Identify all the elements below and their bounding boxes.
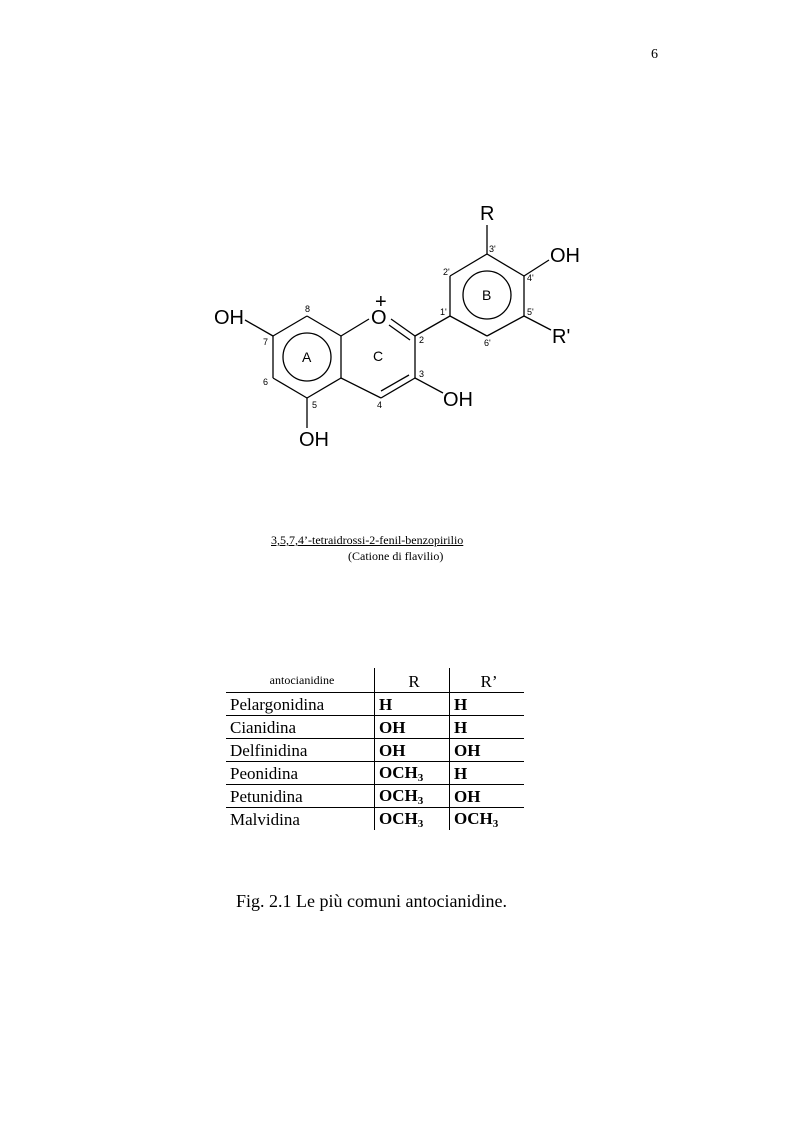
position-3prime: 3': [489, 244, 496, 254]
position-6prime: 6': [484, 338, 491, 348]
anthocyanidin-table-wrapper: [226, 668, 524, 830]
row-r-value: H: [375, 693, 450, 716]
bond-c3p-c4p: [487, 254, 524, 276]
atom-oxygen: O: [371, 307, 387, 329]
position-4prime: 4': [527, 273, 534, 283]
row-r-value: $OCH_3$: [375, 785, 450, 808]
table-row: [226, 762, 524, 785]
anthocyanidin-table: [226, 668, 524, 830]
row-r-prime-value: OH: [450, 739, 525, 762]
position-5: 5: [312, 400, 318, 410]
row-r-prime-value: H: [450, 716, 525, 739]
row-name: Peonidina: [226, 762, 375, 785]
row-r-value: $OCH_3$: [375, 808, 450, 831]
compound-name: 3,5,7,4’-tetraidrossi-2-fenil-benzopirilio: [271, 533, 464, 547]
row-name: Pelargonidina: [226, 693, 375, 716]
bond-c5p-rprime: [524, 316, 551, 330]
header-antocianidine: antocianidine: [226, 668, 375, 693]
bond-c3-oh: [415, 378, 443, 393]
ring-b-label: B: [482, 287, 492, 303]
bond-c8a-o1: [341, 319, 369, 336]
table-row: [226, 808, 524, 831]
table-row: [226, 785, 524, 808]
header-r: R: [375, 668, 450, 693]
bond-c2p-c3p: [450, 254, 487, 276]
bond-c3-c4-double: [381, 375, 409, 391]
row-r-value: OH: [375, 739, 450, 762]
row-r-value: $OCH_3$: [375, 762, 450, 785]
position-7: 7: [263, 337, 269, 347]
row-name: Cianidina: [226, 716, 375, 739]
position-3: 3: [419, 369, 425, 379]
compound-subtitle: (Catione di flavilio): [348, 549, 444, 563]
row-r-value: OH: [375, 716, 450, 739]
bond-c4-c4a: [341, 378, 381, 398]
row-name: Petunidina: [226, 785, 375, 808]
row-name: Malvidina: [230, 810, 300, 829]
table-header-row: [226, 668, 524, 693]
position-1prime: 1': [440, 307, 447, 317]
row-r-prime-value: H: [450, 762, 525, 785]
bond-o1-c2-double: [389, 325, 410, 340]
bond-c2-c1p: [415, 316, 450, 336]
position-2prime: 2': [443, 267, 450, 277]
row-r-prime-value: OH: [450, 785, 525, 808]
atom-oh-5: OH: [299, 429, 329, 451]
figure-caption: Fig. 2.1 Le più comuni antocianidine.: [236, 891, 507, 911]
bond-o1-c2: [391, 319, 415, 336]
row-name: Delfinidina: [226, 739, 375, 762]
ring-a-label: A: [302, 349, 312, 365]
atom-r: R: [480, 203, 495, 225]
position-2: 2: [419, 335, 425, 345]
position-5prime: 5': [527, 307, 534, 317]
table-row: [226, 739, 524, 762]
atom-oh-4prime: OH: [550, 245, 580, 267]
table-row: [226, 693, 524, 716]
page-number: 6: [651, 47, 658, 62]
row-r-prime-value: $OCH_3$: [450, 808, 525, 831]
position-4: 4: [377, 400, 383, 410]
atom-r-prime: R': [552, 326, 571, 348]
position-6: 6: [263, 377, 269, 387]
header-r-prime: R’: [450, 668, 525, 693]
atom-oh-3: OH: [443, 389, 473, 411]
flavylium-structure-diagram: [0, 0, 793, 480]
position-8: 8: [305, 304, 311, 314]
oxygen-charge: +: [375, 291, 387, 313]
row-r-prime-value: H: [450, 693, 525, 716]
bond-c7-oh: [245, 320, 273, 336]
table-row: [226, 716, 524, 739]
atom-oh-7: OH: [214, 307, 244, 329]
ring-c-label: C: [373, 348, 384, 364]
